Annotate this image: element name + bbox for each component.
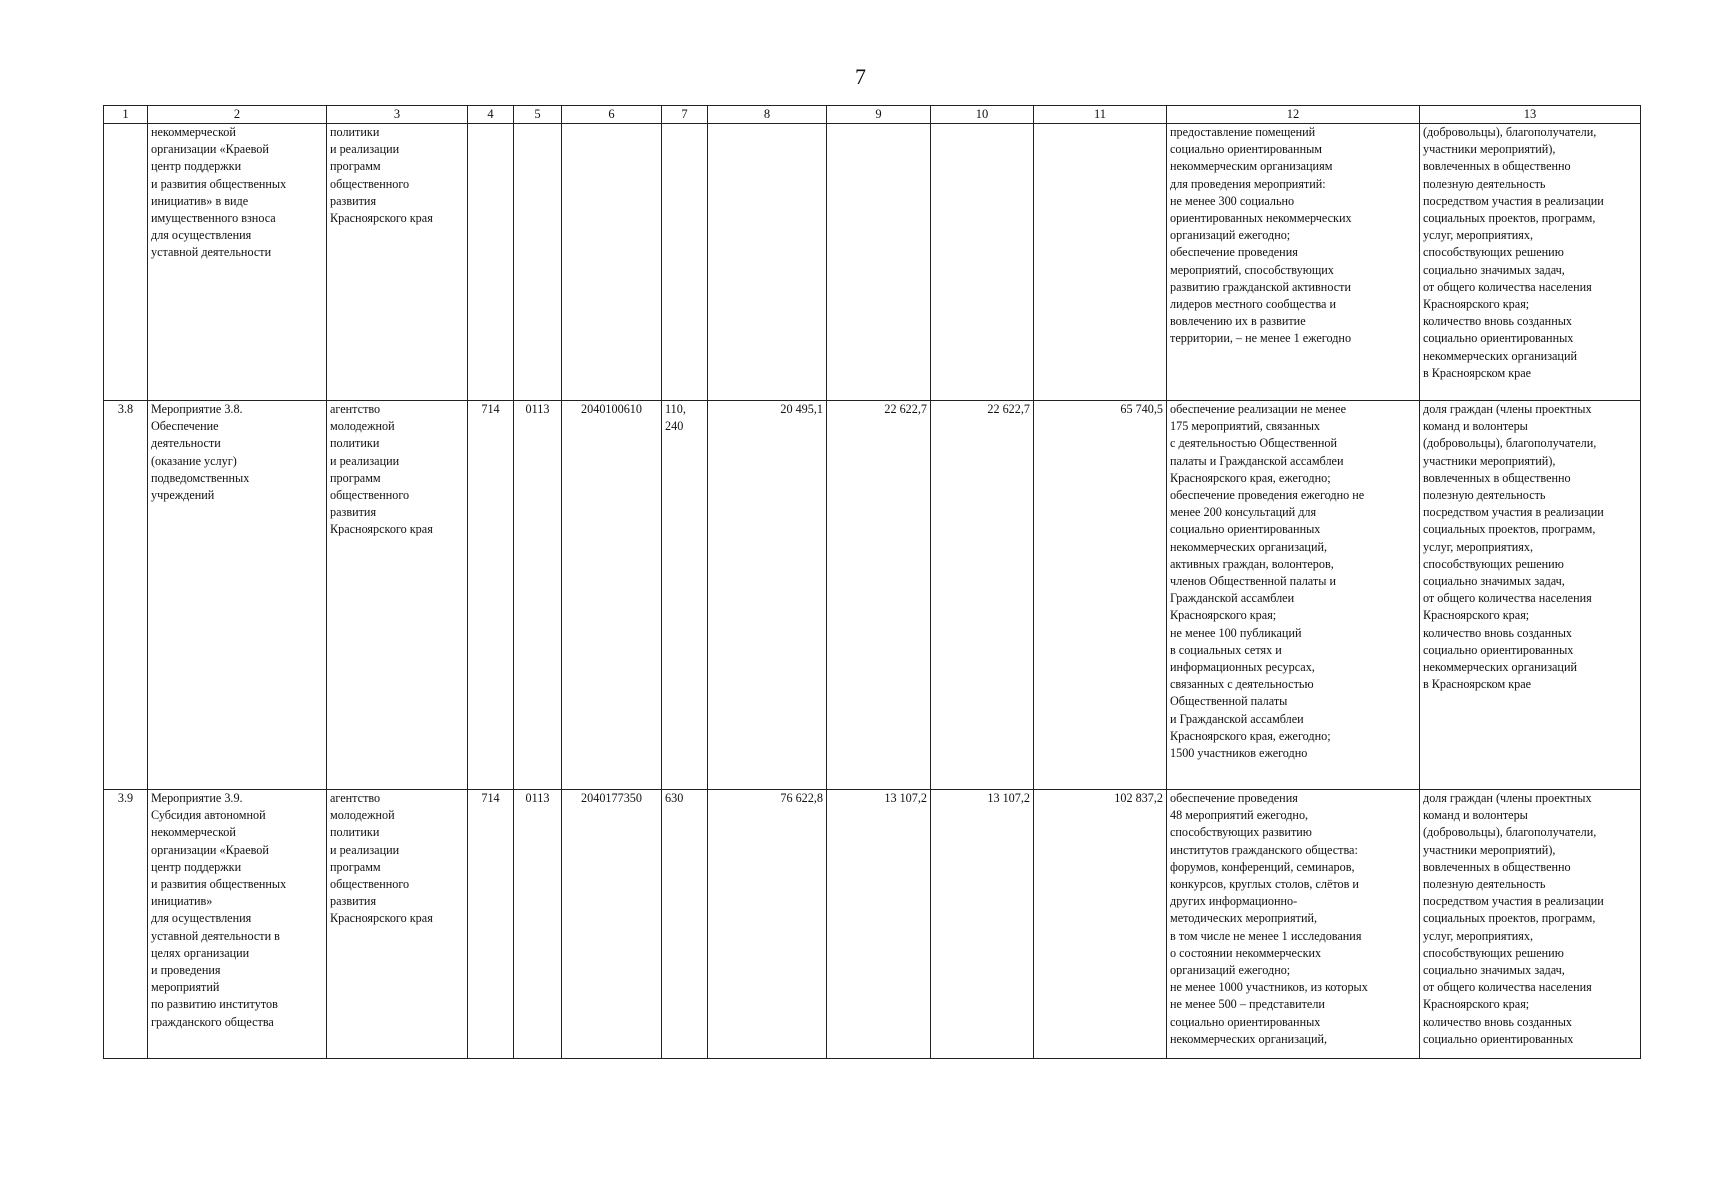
activity-name: некоммерческой организации «Краевой центр поддержки и развития общественных инициатив» в виде имущественного взноса для осуществления уставной деятельности xyxy=(148,124,327,401)
expected-result: обеспечение реализации не менее 175 мероприятий, связанных с деятельностью Общественной палаты и Гражданской ассамблеи Красноярского края, ежегодно; обеспечение проведения ежегодно не менее 200 консультаций для социально ориентированных некоммерческих организаций, активных граждан, волонтеров, членов Общественной палаты и Гражданской ассамблеи Красноярского края; не менее 100 публикаций в социальных сетях и информационных ресурсах, связанных с деятельностью Общественной палаты и Гражданской ассамблеи Красноярского края, ежегодно; 1500 участников ежегодно xyxy=(1167,401,1420,790)
target-indicator: доля граждан (члены проектных команд и волонтеры (добровольцы), благополучатели, участники мероприятий), вовлеченных в общественно полезную деятельность посредством участия в реализации социальных проектов, программ, услуг, мероприятиях, способствующих решению социально значимых задач, от общего количества населения Красноярского края; количество вновь созданных социально ориентированных некоммерческих организаций в Красноярском крае xyxy=(1420,401,1641,790)
column-header: 1 xyxy=(104,106,148,124)
amount-year-2: 13 107,2 xyxy=(827,790,931,1059)
csr-code xyxy=(562,124,662,401)
expected-result: предоставление помещений социально ориентированным некоммерческим организациям для проведения мероприятий: не менее 300 социально ориентированных некоммерческих организаций ежегодно; обеспечение проведения мероприятий, способствующих развитию гражданской активности лидеров местного сообщества и вовлечению их в развитие территории, – не менее 1 ежегодно xyxy=(1167,124,1420,401)
csr-code: 2040100610 xyxy=(562,401,662,790)
vr-code: 630 xyxy=(662,790,708,1059)
column-header: 4 xyxy=(468,106,514,124)
amount-total: 65 740,5 xyxy=(1034,401,1167,790)
amount-total xyxy=(1034,124,1167,401)
executor: политики и реализации программ общественного развития Красноярского края xyxy=(327,124,468,401)
column-header: 12 xyxy=(1167,106,1420,124)
amount-year-1: 76 622,8 xyxy=(708,790,827,1059)
amount-year-1 xyxy=(708,124,827,401)
column-header: 7 xyxy=(662,106,708,124)
column-header: 3 xyxy=(327,106,468,124)
grbs-code xyxy=(468,124,514,401)
target-indicator: доля граждан (члены проектных команд и волонтеры (добровольцы), благополучатели, участники мероприятий), вовлеченных в общественно полезную деятельность посредством участия в реализации социальных проектов, программ, услуг, мероприятиях, способствующих решению социально значимых задач, от общего количества населения Красноярского края; количество вновь созданных социально ориентированных xyxy=(1420,790,1641,1059)
executor: агентство молодежной политики и реализации программ общественного развития Красноярского края xyxy=(327,790,468,1059)
amount-year-3: 13 107,2 xyxy=(931,790,1034,1059)
column-header: 5 xyxy=(514,106,562,124)
page-number: 7 xyxy=(855,64,866,89)
grbs-code: 714 xyxy=(468,401,514,790)
amount-year-3 xyxy=(931,124,1034,401)
row-number xyxy=(104,124,148,401)
table-row xyxy=(104,790,1641,1059)
column-header: 13 xyxy=(1420,106,1641,124)
vr-code: 110, 240 xyxy=(662,401,708,790)
csr-code: 2040177350 xyxy=(562,790,662,1059)
expected-result: обеспечение проведения 48 мероприятий ежегодно, способствующих развитию институтов гражданского общества: форумов, конференций, семинаров, конкурсов, круглых столов, слётов и других информационно- методических мероприятий, в том числе не менее 1 исследования о состоянии некоммерческих организаций ежегодно; не менее 1000 участников, из которых не менее 500 – представители социально ориентированных некоммерческих организаций, xyxy=(1167,790,1420,1059)
vr-code xyxy=(662,124,708,401)
activity-name: Мероприятие 3.8. Обеспечение деятельности (оказание услуг) подведомственных учреждений xyxy=(148,401,327,790)
column-header: 9 xyxy=(827,106,931,124)
column-header: 8 xyxy=(708,106,827,124)
grbs-code: 714 xyxy=(468,790,514,1059)
column-header: 2 xyxy=(148,106,327,124)
activity-name: Мероприятие 3.9. Субсидия автономной некоммерческой организации «Краевой центр поддержки и развития общественных инициатив» для осуществления уставной деятельности в целях организации и проведения мероприятий по развитию институтов гражданского общества xyxy=(148,790,327,1059)
column-header: 10 xyxy=(931,106,1034,124)
amount-total: 102 837,2 xyxy=(1034,790,1167,1059)
row-number: 3.9 xyxy=(104,790,148,1059)
table-row xyxy=(104,401,1641,790)
executor: агентство молодежной политики и реализации программ общественного развития Красноярского края xyxy=(327,401,468,790)
column-header: 11 xyxy=(1034,106,1167,124)
rzpr-code xyxy=(514,124,562,401)
column-numbers-row xyxy=(104,106,1641,124)
rzpr-code: 0113 xyxy=(514,401,562,790)
column-header: 6 xyxy=(562,106,662,124)
amount-year-1: 20 495,1 xyxy=(708,401,827,790)
amount-year-3: 22 622,7 xyxy=(931,401,1034,790)
amount-year-2 xyxy=(827,124,931,401)
rzpr-code: 0113 xyxy=(514,790,562,1059)
target-indicator: (добровольцы), благополучатели, участники мероприятий), вовлеченных в общественно полезную деятельность посредством участия в реализации социальных проектов, программ, услуг, мероприятиях, способствующих решению социально значимых задач, от общего количества населения Красноярского края; количество вновь созданных социально ориентированных некоммерческих организаций в Красноярском крае xyxy=(1420,124,1641,401)
row-number: 3.8 xyxy=(104,401,148,790)
table-row xyxy=(104,124,1641,401)
program-activities-table xyxy=(103,105,1641,1059)
amount-year-2: 22 622,7 xyxy=(827,401,931,790)
